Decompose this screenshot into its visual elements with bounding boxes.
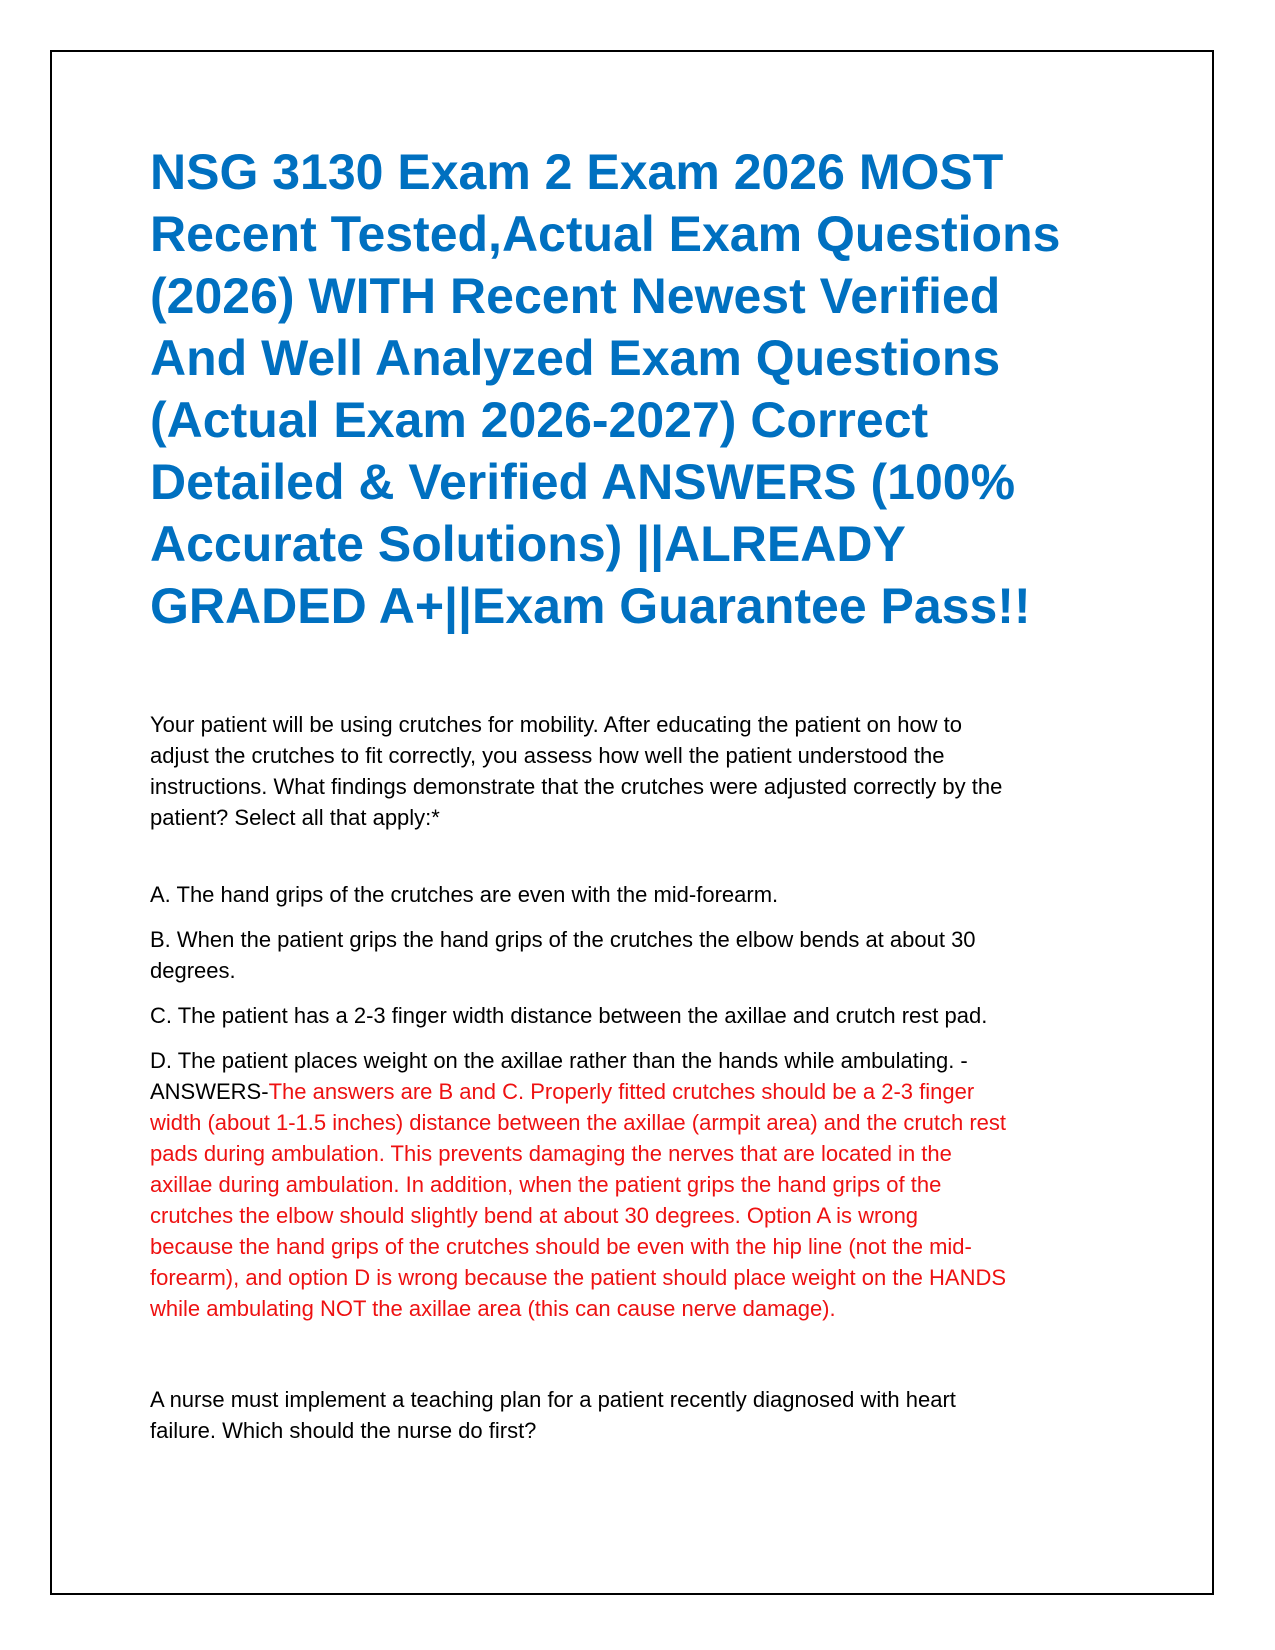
answer-prefix: ANSWERS- (150, 1079, 269, 1104)
option-b: B. When the patient grips the hand grips of the crutches the elbow bends at about 30 degrees. (150, 927, 976, 983)
question-1-text: Your patient will be using crutches for mobility. After educating the patient on how to adjust the crutches to fit correctly, you assess how well the patient understood the instructions. What findings demonstrate that the crutches were adjusted correctly by the patient? Select all that apply:* (150, 712, 1003, 830)
option-c: C. The patient has a 2-3 finger width distance between the axillae and crutch rest pad. (150, 1003, 988, 1028)
question-1-options (150, 879, 1130, 1324)
question-2 (150, 1384, 1130, 1446)
document-title: NSG 3130 Exam 2 Exam 2026 MOST Recent Tested,Actual Exam Questions (2026) WITH Recent Newest Verified And Well Analyzed Exam Questions (Actual Exam 2026-2027) Correct Detailed & Verified ANSWERS (100% Accurate Solutions) ||ALREADY GRADED A+||Exam Guarantee Pass!! (150, 144, 1061, 634)
question-2-text: A nurse must implement a teaching plan for a patient recently diagnosed with heart failure. Which should the nurse do first? (150, 1387, 956, 1443)
answer-explanation: The answers are B and C. Properly fitted crutches should be a 2-3 finger width (about 1-1.5 inches) distance between the axillae (armpit area) and the crutch rest pads during ambulation. This prevents damaging the nerves that are located in the axillae during ambulation. In addition, when the patient grips the hand grips of the crutches the elbow should slightly bend at about 30 degrees. Option A is wrong because the hand grips of the crutches should be even with the hip line (not the mid- forearm), and option D is wrong because the patient should place weight on the HANDS while ambulating NOT the axillae area (this can cause nerve damage). (150, 1079, 1007, 1321)
document-content (150, 141, 1130, 1446)
question-1 (150, 709, 1130, 1324)
option-d-with-answer (150, 1045, 1130, 1324)
option-a: A. The hand grips of the crutches are even with the mid-forearm. (150, 882, 779, 907)
option-d: D. The patient places weight on the axillae rather than the hands while ambulating. - (150, 1048, 968, 1073)
